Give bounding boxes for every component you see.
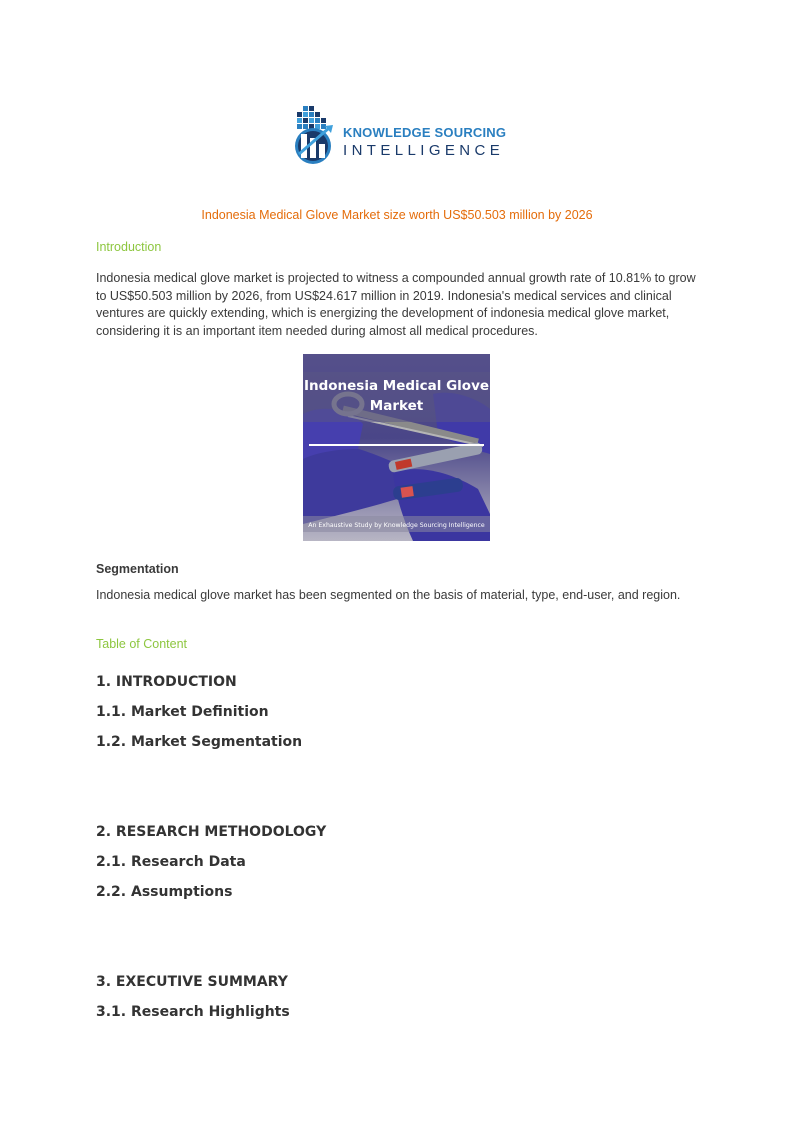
introduction-paragraph: Indonesia medical glove market is projected to witness a compounded annual growth rate of 10.81% to grow to US$50.503 million by 2026, from US$24.617 million in 2019. Indonesia's medical services and clinical ventures are quickly extending, which is energizing the development of indonesia medical glove market, considering it is an important item needed during almost all medical procedures.: [96, 271, 696, 338]
toc-item-research-methodology: 2. RESEARCH METHODOLOGY: [96, 824, 327, 840]
toc-item-executive-summary: 3. EXECUTIVE SUMMARY: [96, 974, 288, 990]
segmentation-heading: Segmentation: [96, 562, 179, 576]
cover-title: Indonesia Medical Glove Market: [303, 378, 490, 414]
cover-footer-text: An Exhaustive Study by Knowledge Sourcing Intelligence: [308, 522, 485, 529]
report-cover-image: [303, 354, 490, 541]
company-logo: [289, 104, 509, 166]
toc-item-assumptions: 2.2. Assumptions: [96, 884, 233, 900]
logo-emblem-icon: [289, 104, 341, 166]
toc-item-introduction: 1. INTRODUCTION: [96, 674, 237, 690]
toc-item-research-data: 2.1. Research Data: [96, 854, 246, 870]
logo-text-line2: INTELLIGENCE: [343, 142, 505, 159]
segmentation-paragraph: Indonesia medical glove market has been segmented on the basis of material, type, end-user, and region.: [96, 588, 681, 602]
toc-item-market-segmentation: 1.2. Market Segmentation: [96, 734, 303, 750]
toc-item-market-definition: 1.1. Market Definition: [96, 704, 269, 720]
document-title: Indonesia Medical Glove Market size worth US$50.503 million by 2026: [201, 208, 593, 222]
logo-text-line1: KNOWLEDGE SOURCING: [343, 125, 507, 140]
toc-item-research-highlights: 3.1. Research Highlights: [96, 1004, 290, 1020]
toc-heading: Table of Content: [96, 637, 188, 651]
introduction-heading: Introduction: [96, 240, 162, 254]
